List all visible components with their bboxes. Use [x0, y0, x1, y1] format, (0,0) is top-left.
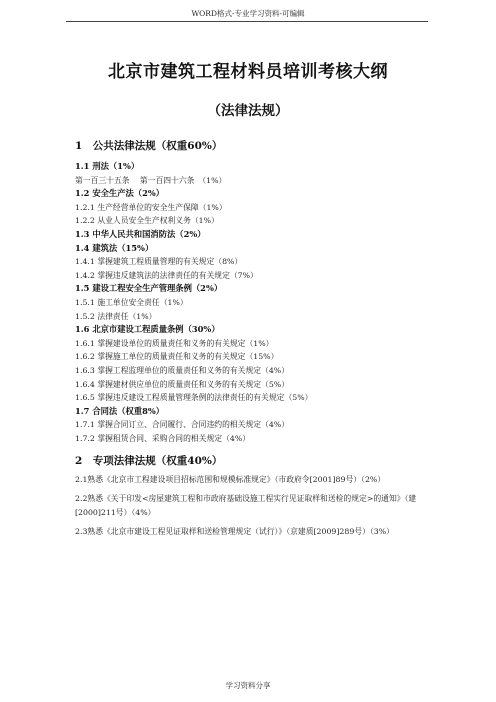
list-item: 1.4.1 掌握建筑工程质量管理的有关规定（8%）	[75, 257, 243, 267]
document-body	[75, 139, 433, 543]
subsection-heading: 1.4 建筑法（15%）	[75, 242, 154, 253]
list-item: 1.2.2 从业人员安全生产权利义务（1%）	[75, 216, 219, 226]
list-item: 1.6.2 掌握施工单位的质量责任和义务的有关规定（15%）	[75, 352, 279, 362]
section-1-heading: 1 公共法律法规（权重60%）	[75, 140, 223, 152]
document-subtitle: （法律法规）	[207, 103, 289, 119]
list-item: 1.5.1 施工单位安全责任（1%）	[75, 297, 188, 307]
list-item: 1.6.1 掌握建设单位的质量责任和义务的有关规定（1%）	[75, 338, 274, 348]
list-item: 2.3熟悉《北京市建设工程见证取样和送检管理规定（试行）》（京建质[2009]289号）（3%）	[75, 526, 394, 536]
list-item: 1.7.2 掌握租赁合同、采购合同的相关规定（4%）	[75, 433, 251, 443]
header-divider	[66, 21, 428, 22]
section-2-list	[75, 473, 433, 539]
subsection-heading: 1.7 合同法（权重8%）	[75, 405, 165, 416]
document-title: 北京市建筑工程材料员培训考核大纲	[108, 62, 388, 82]
subsection-heading: 1.3 中华人民共和国消防法（2%）	[75, 228, 206, 239]
section-2-heading: 2 专项法律法规（权重40%）	[75, 455, 223, 468]
list-item: 2.2熟悉《关于印发<房屋建筑工程和市政府基础设施工程实行见证取样和送检的规定>的通知》（建[2000]211号）（4%）	[75, 493, 417, 518]
list-item: 1.6.5 掌握违反建设工程质量管理条例的法律责任的有关规定（5%）	[75, 393, 313, 403]
list-item: 第一百三十五条 第一百四十六条 （1%）	[75, 175, 227, 185]
subsection-heading: 1.6 北京市建设工程质量条例（30%）	[75, 324, 220, 335]
list-item: 1.4.2 掌握违反建筑法的法律责任的有关规定（7%）	[75, 270, 258, 280]
list-item: 1.2.1 生产经营单位的安全生产保障（1%）	[75, 202, 227, 212]
list-item: 1.6.4 掌握建材供应单位的质量责任和义务的有关规定（5%）	[75, 379, 290, 389]
section-1-list	[75, 160, 433, 445]
subsection-heading: 1.2 安全生产法（2%）	[75, 188, 165, 199]
list-item: 1.6.3 掌握工程监理单位的质量责任和义务的有关规定（4%）	[75, 365, 290, 375]
page-footer: 学习资料分享	[225, 681, 271, 690]
page-header: WORD格式-专业学习资料-可编辑	[191, 9, 305, 18]
list-item: 1.7.1 掌握合同订立、合同履行、合同违约的相关规定（4%）	[75, 420, 290, 430]
list-item: 2.1熟悉《北京市工程建设项目招标范围和规模标准规定》（市政府令[2001]89号）（2%）	[75, 475, 386, 485]
list-item: 1.5.2 法律责任（1%）	[75, 311, 157, 321]
subsection-heading: 1.1 刑法（1%）	[75, 161, 140, 171]
subsection-heading: 1.5 建设工程安全生产管理条例（2%）	[75, 283, 223, 294]
